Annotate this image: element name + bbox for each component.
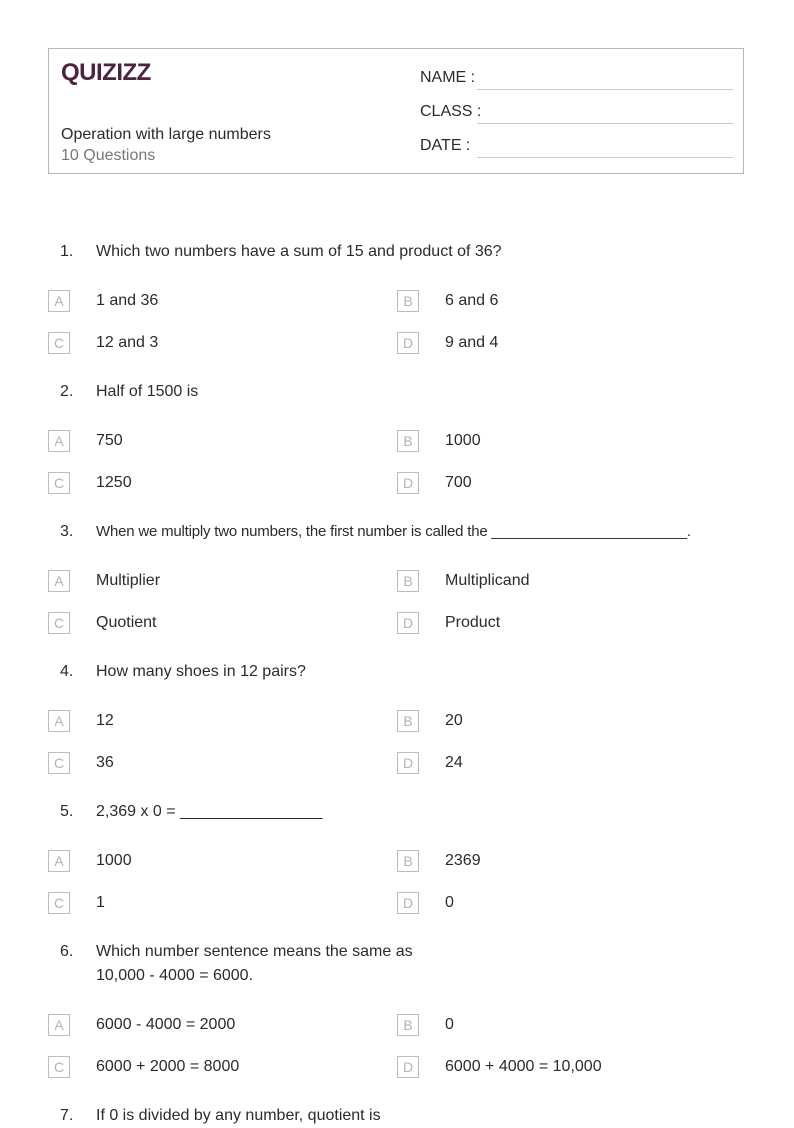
question-text: When we multiply two numbers, the first number is called the ________________________. — [96, 523, 691, 540]
option-d-text: Product — [445, 614, 501, 631]
date-field[interactable] — [477, 157, 733, 158]
option-a-box[interactable]: A — [48, 710, 70, 732]
question-number: 3. — [60, 523, 74, 540]
option-d-text: 9 and 4 — [445, 334, 499, 351]
option-d-text: 700 — [445, 474, 472, 491]
option-d-box[interactable]: D — [397, 332, 419, 354]
question-number: 1. — [60, 243, 74, 260]
option-b-text: Multiplicand — [445, 572, 530, 589]
question-text: Half of 1500 is — [96, 383, 199, 400]
option-c-box[interactable]: C — [48, 1056, 70, 1078]
option-b-box[interactable]: B — [397, 710, 419, 732]
option-d-box[interactable]: D — [397, 752, 419, 774]
class-label: CLASS : — [420, 103, 482, 120]
question-text: If 0 is divided by any number, quotient is — [96, 1107, 381, 1124]
option-b-box[interactable]: B — [397, 570, 419, 592]
question-number: 6. — [60, 943, 74, 960]
option-b-text: 20 — [445, 712, 463, 729]
question-text-line-1: Which number sentence means the same as — [96, 943, 413, 960]
question-text: Which two numbers have a sum of 15 and product of 36? — [96, 243, 502, 260]
option-a-text: Multiplier — [96, 572, 161, 589]
option-d-box[interactable]: D — [397, 892, 419, 914]
option-b-box[interactable]: B — [397, 290, 419, 312]
question-text: How many shoes in 12 pairs? — [96, 663, 306, 680]
option-c-text: 36 — [96, 754, 114, 771]
option-d-text: 6000 + 4000 = 10,000 — [445, 1058, 602, 1075]
option-a-text: 6000 - 4000 = 2000 — [96, 1016, 236, 1033]
name-field[interactable] — [477, 89, 733, 90]
option-a-text: 750 — [96, 432, 123, 449]
question-number: 4. — [60, 663, 74, 680]
option-b-text: 6 and 6 — [445, 292, 499, 309]
name-label: NAME : — [420, 69, 476, 86]
option-d-box[interactable]: D — [397, 1056, 419, 1078]
option-c-box[interactable]: C — [48, 752, 70, 774]
option-c-box[interactable]: C — [48, 892, 70, 914]
option-d-box[interactable]: D — [397, 472, 419, 494]
option-c-box[interactable]: C — [48, 612, 70, 634]
date-label: DATE : — [420, 137, 471, 154]
question-text-line-2: 10,000 - 4000 = 6000. — [96, 967, 254, 984]
option-c-text: 1250 — [96, 474, 132, 491]
option-a-text: 1 and 36 — [96, 292, 159, 309]
option-b-text: 1000 — [445, 432, 481, 449]
question-count: 10 Questions — [61, 147, 156, 164]
question-number: 2. — [60, 383, 74, 400]
option-a-box[interactable]: A — [48, 570, 70, 592]
option-c-box[interactable]: C — [48, 332, 70, 354]
option-a-text: 1000 — [96, 852, 132, 869]
option-c-box[interactable]: C — [48, 472, 70, 494]
option-d-text: 24 — [445, 754, 463, 771]
option-d-box[interactable]: D — [397, 612, 419, 634]
option-a-text: 12 — [96, 712, 114, 729]
option-a-box[interactable]: A — [48, 430, 70, 452]
option-c-text: 12 and 3 — [96, 334, 159, 351]
option-c-text: 1 — [96, 894, 105, 911]
option-b-box[interactable]: B — [397, 430, 419, 452]
option-c-text: 6000 + 2000 = 8000 — [96, 1058, 240, 1075]
option-b-text: 0 — [445, 1016, 454, 1033]
question-number: 5. — [60, 803, 74, 820]
option-b-box[interactable]: B — [397, 1014, 419, 1036]
option-b-box[interactable]: B — [397, 850, 419, 872]
question-number: 7. — [60, 1107, 74, 1124]
option-d-text: 0 — [445, 894, 454, 911]
option-a-box[interactable]: A — [48, 1014, 70, 1036]
logo-text: QUIZIZZ — [61, 59, 151, 85]
worksheet-title: Operation with large numbers — [61, 126, 271, 143]
class-field[interactable] — [477, 123, 733, 124]
option-a-box[interactable]: A — [48, 850, 70, 872]
worksheet-header — [48, 48, 744, 174]
quizizz-logo — [61, 59, 153, 85]
question-text: 2,369 x 0 = ________________ — [96, 803, 323, 820]
option-b-text: 2369 — [445, 852, 481, 869]
option-c-text: Quotient — [96, 614, 157, 631]
option-a-box[interactable]: A — [48, 290, 70, 312]
